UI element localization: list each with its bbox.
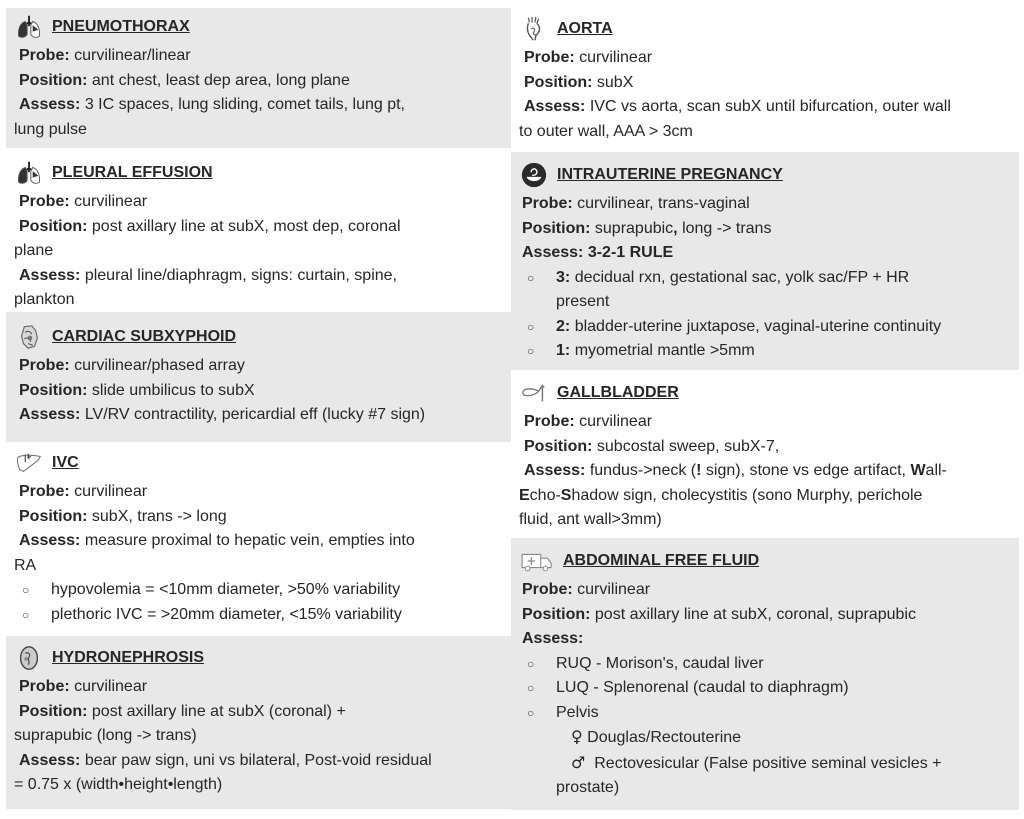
liver-icon [14,448,44,478]
probe-line: Probe: curvilinear/phased array [19,357,245,374]
bullet-item: ○ 2: bladder-uterine juxtapose, vaginal-uterine continuity [519,315,1013,340]
bullet-item: ○ Pelvis [519,701,1013,726]
card-aorta [511,8,1019,150]
position-line: Position: post axillary line at subX (coronal) + [19,702,346,720]
section-title: INTRAUTERINE PREGNANCY [557,165,783,183]
probe-line: Probe: curvilinear [19,678,148,695]
bullet-item: ○ 1: myometrial mantle >5mm [519,339,1013,364]
card-abdominal-free-fluid [511,538,1019,810]
section-title: CARDIAC SUBXYPHOID [52,327,237,345]
assess-line-cont: to outer wall, AAA > 3cm [519,122,693,140]
card-gallbladder [511,372,1019,534]
probe-line: Probe: curvilinear [524,49,653,66]
kidney-icon [14,643,44,673]
position-line-cont: plane [14,242,54,259]
aorta-icon [519,14,549,44]
heart-icon [14,322,44,352]
fetus-icon [519,160,549,190]
section-title: IVC [52,453,79,471]
assess-line-cont: Echo-Shadow sign, cholecystitis (sono Murphy, perichole [519,486,923,504]
assess-line: Assess: bear paw sign, uni vs bilateral, Post-void residual [19,751,432,769]
assess-line-cont: plankton [14,291,75,308]
ambulance-icon [519,546,555,576]
assess-line: Assess: 3 IC spaces, lung sliding, comet tails, lung pt, [19,96,405,113]
female-symbol-icon: ♀ [571,727,583,746]
card-ivc [6,446,511,632]
assess-line-cont: fluid, ant wall>3mm) [519,511,662,528]
assess-line: Assess: IVC vs aorta, scan subX until bifurcation, outer wall [524,98,951,115]
card-hydronephrosis [6,636,511,809]
probe-line: Probe: curvilinear [524,413,653,430]
section-title: ABDOMINAL FREE FLUID [563,551,760,569]
lungs-icon [14,12,44,42]
probe-line: Probe: curvilinear [19,193,148,210]
gallbladder-icon [519,378,549,408]
assess-line-cont: = 0.75 x (width•height•length) [14,776,223,793]
probe-line: Probe: curvilinear [19,483,148,500]
assess-line-cont: RA [14,556,37,574]
male-symbol-icon: ♂ [571,752,586,772]
section-title: PLEURAL EFFUSION [52,163,213,181]
card-cardiac-subxyphoid [6,312,511,442]
bullet-item: ○ hypovolemia = <10mm diameter, >50% variability [14,578,505,603]
sub-item-male-cont: prostate) [556,779,620,796]
section-title: AORTA [557,19,613,37]
section-title: PNEUMOTHORAX [52,17,190,35]
bullet-item: ○ RUQ - Morison's, caudal liver [519,652,1013,677]
bullet-item: ○ plethoric IVC = >20mm diameter, <15% variability [14,603,505,628]
position-line: Position: subX [524,73,634,91]
bullet-item: ○ LUQ - Splenorenal (caudal to diaphragm) [519,676,1013,701]
section-title: GALLBLADDER [557,383,679,401]
position-line-cont: suprapubic (long -> trans) [14,727,197,744]
position-line: Position: subX, trans -> long [19,507,227,525]
assess-line: Assess: measure proximal to hepatic vein, empties into [19,532,415,549]
bullet-continuation: present [556,293,610,310]
position-line: Position: ant chest, least dep area, long plane [19,71,350,89]
assess-line-cont: lung pulse [14,120,87,138]
assess-line: Assess: pleural line/diaphragm, signs: curtain, spine, [19,266,397,284]
position-line: Position: suprapubic, long -> trans [522,219,772,237]
assess-line: Assess: [522,630,584,647]
bullet-item: ○ 3: decidual rxn, gestational sac, yolk sac/FP + HR [519,266,1013,291]
position-line: Position: post axillary line at subX, most dep, coronal [19,217,401,235]
section-title: HYDRONEPHROSIS [52,648,205,666]
position-line: Position: post axillary line at subX, coronal, suprapubic [522,605,916,623]
assess-line: Assess: fundus->neck (! sign), stone vs edge artifact, Wall- [524,462,947,479]
lungs-icon [14,158,44,188]
assess-line: Assess: 3-2-1 RULE [522,244,674,261]
position-line: Position: slide umbilicus to subX [19,381,255,399]
assess-line: Assess: LV/RV contractility, pericardial eff (lucky #7 sign) [19,406,426,423]
probe-line: Probe: curvilinear [522,581,651,598]
card-intrauterine-pregnancy [511,152,1019,370]
probe-line: Probe: curvilinear, trans-vaginal [522,195,750,212]
sub-item-female: ♀ Douglas/Rectouterine [571,727,742,746]
card-pneumothorax [6,8,511,148]
position-line: Position: subcostal sweep, subX-7, [524,437,780,455]
sub-item-male: ♂ Rectovesicular (False positive seminal vesicles + [571,752,942,772]
card-pleural-effusion [6,156,511,310]
probe-line: Probe: curvilinear/linear [19,47,191,64]
